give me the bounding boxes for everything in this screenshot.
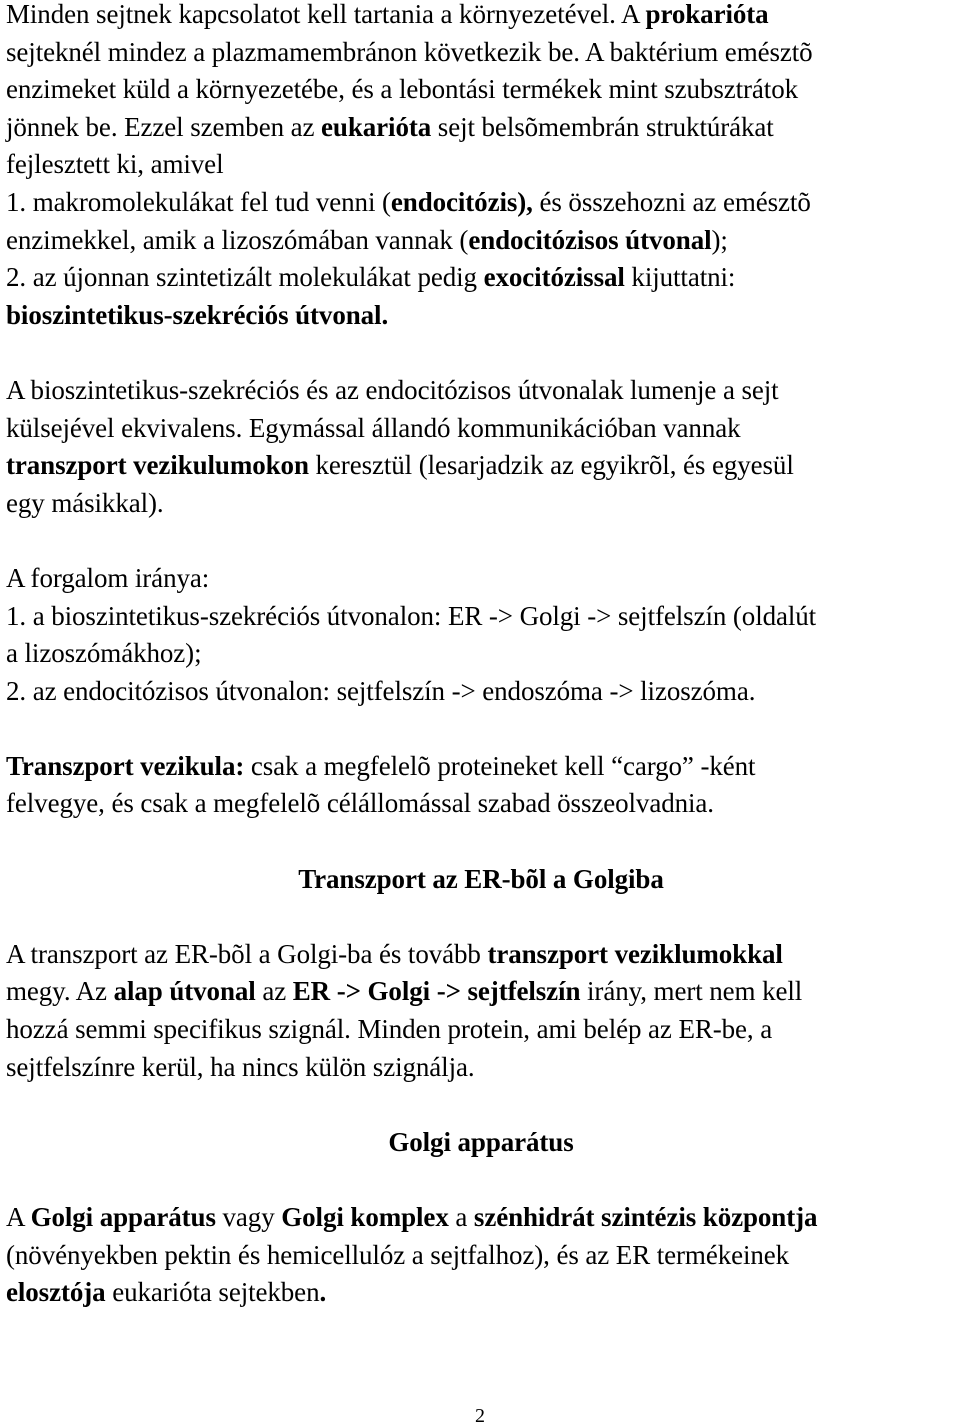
paragraph-transport-vesicle [6,748,956,823]
text-span: eukarióta sejtekben [105,1277,320,1308]
text-line [6,109,956,147]
bold-term: Transzport vezikula: [6,750,245,781]
bold-term: alap útvonal [113,976,256,1007]
text-span: A transzport az ER-bõl a Golgi-ba és tovább [6,938,488,969]
text-line [6,973,956,1011]
bold-term: endocitózisos útvonal [468,224,712,255]
paragraph-gap [6,1086,956,1124]
text-line: A forgalom iránya: [6,562,210,593]
text-line: felvegye, és csak a megfelelõ célállomással szabad összeolvadnia. [6,788,714,819]
text-line [6,748,956,786]
text-span: a [448,1202,474,1232]
section-heading: Transzport az ER-bõl a Golgiba [298,863,664,894]
text-line: fejlesztett ki, amivel [6,149,224,180]
text-line: sejtfelszínre kerül, ha nincs külön szignálja. [6,1051,475,1082]
document-page [6,0,956,1312]
bold-term: eukarióta [321,111,432,142]
bold-term: szénhidrát szintézis központja [473,1202,818,1232]
text-span: keresztül (lesarjadzik az egyikrõl, és egyesül [308,450,794,481]
text-line [6,936,956,974]
paragraph-gap [6,710,956,748]
bold-term: bioszintetikus-szekréciós útvonal [6,299,382,330]
paragraph-gap [6,898,956,936]
text-line: sejteknél mindez a plazmamembránon következik be. A baktérium emésztõ [6,36,813,67]
paragraph-gap [6,823,956,861]
page-number: 2 [475,1405,485,1427]
bold-term: exocitózissal [483,262,625,293]
text-span: és összehozni az emésztõ [532,186,811,217]
paragraph-er-golgi [6,936,956,1086]
text-line: (növényekben pektin és hemicellulóz a sejtfalhoz), és az ER termékeinek [6,1239,790,1270]
text-line: enzimeket küld a környezetébe, és a lebontási termékek mint szubsztrátok [6,74,799,105]
paragraph-lumen [6,372,956,522]
bold-term: Golgi apparátus [30,1202,216,1232]
paragraph-gap [6,1161,956,1199]
bold-term: transzport veziklumokkal [487,938,783,969]
paragraph-gap [6,334,956,372]
bold-term: endocitózis), [390,186,533,217]
text-span: Minden sejtnek kapcsolatot kell tartania a környezetével. A [6,0,646,29]
text-line [6,1199,956,1237]
text-span: megy. Az [6,976,114,1007]
text-span: vagy [215,1202,282,1232]
bold-term: . [381,299,389,330]
text-span: az [255,976,293,1007]
bold-term: Golgi komplex [281,1202,449,1232]
text-line: külsejével ekvivalens. Egymással állandó kommunikációban vannak [6,412,741,443]
text-line [6,259,956,297]
bold-term: prokarióta [645,0,769,29]
text-span: sejt belsõmembrán struktúrákat [431,111,774,142]
paragraph-traffic-direction [6,560,956,710]
text-line: egy másikkal). [6,487,164,518]
text-line [6,1274,956,1312]
text-span: enzimekkel, amik a lizoszómában vannak ( [6,224,469,255]
text-line [6,222,956,260]
text-line [6,184,956,222]
text-line [6,447,956,485]
text-span: kijuttatni: [624,262,736,293]
text-span: A [6,1202,31,1232]
paragraph-intro [6,0,956,334]
text-span: csak a megfelelõ proteineket kell “cargo” -ként [244,750,756,781]
section-heading: Golgi apparátus [388,1126,574,1157]
bold-term: transzport vezikulumokon [6,450,309,481]
text-span: 2. az újonnan szintetizált molekulákat pedig [6,262,484,293]
text-line [6,297,956,335]
text-line: a lizoszómákhoz); [6,638,202,669]
text-line [6,0,956,34]
text-span: ); [711,224,728,255]
text-span: 1. makromolekulákat fel tud venni ( [6,186,391,217]
bold-term: . [319,1277,327,1308]
text-line: 2. az endocitózisos útvonalon: sejtfelszín -> endoszóma -> lizoszóma. [6,675,756,706]
paragraph-golgi-apparatus [6,1199,956,1312]
text-line: 1. a bioszintetikus-szekréciós útvonalon: ER -> Golgi -> sejtfelszín (oldalút [6,600,817,631]
text-span: jönnek be. Ezzel szemben az [6,111,322,142]
paragraph-gap [6,522,956,560]
bold-term: ER -> Golgi -> sejtfelszín [292,976,581,1007]
bold-term: elosztója [6,1277,106,1308]
text-line: A bioszintetikus-szekréciós és az endocitózisos útvonalak lumenje a sejt [6,374,779,405]
text-line: hozzá semmi specifikus szignál. Minden protein, ami belép az ER-be, a [6,1014,773,1045]
text-span: irány, mert nem kell [580,976,803,1007]
